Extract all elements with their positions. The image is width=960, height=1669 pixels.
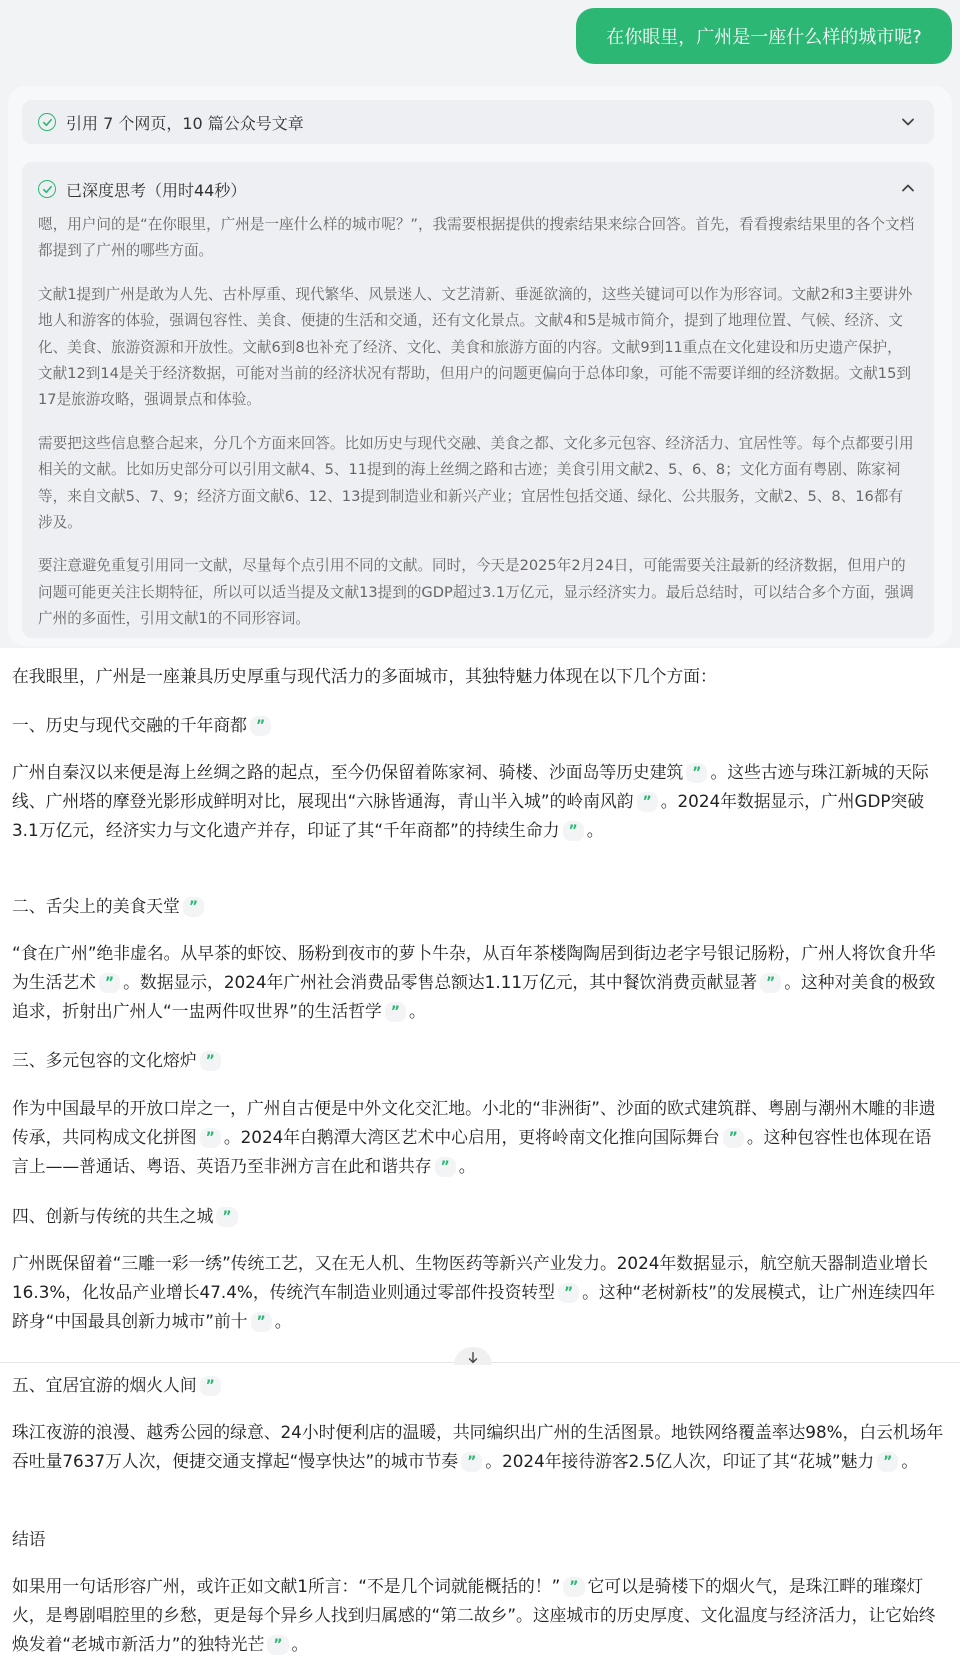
paragraph-text: 。2024年白鹅潭大湾区艺术中心启用，更将岭南文化推向国际舞台 (223, 1127, 720, 1147)
section-title: 五、宜居宜游的烟火人间 (12, 1375, 197, 1395)
paragraph-text: 如果用一句话形容广州，或许正如文献1所言：“不是几个词就能概括的！” (12, 1576, 561, 1596)
citations-label: 引用 7 个网页，10 篇公众号文章 (66, 113, 304, 133)
paragraph-text: 珠江夜游的浪漫、越秀公园的绿意、24小时便利店的温暖，共同编织出广州的生活图景。地铁网络覆盖率达98%，白云机场年吞吐量7637万人次，便捷交通支撑起“慢享快达”的城市节奏 (12, 1422, 944, 1471)
paragraph-text: 。这种包容性也体现在语言上——普通话、粤语、英语乃至非洲方言在此和谐共存 (12, 1127, 932, 1176)
citation-marker[interactable]: ” (435, 1157, 456, 1177)
paragraph-text: 。 (291, 1634, 309, 1654)
paragraph-text: 。 (274, 1311, 292, 1331)
section-title: 二、舌尖上的美食天堂 (12, 896, 180, 916)
citation-marker[interactable]: ” (563, 1577, 584, 1597)
citation-marker[interactable]: ” (250, 716, 271, 736)
paragraph-text: 。这种“老树新枝”的发展模式，让广州连续四年跻身“中国最具创新力城市”前十 (12, 1282, 936, 1331)
paragraph-text: 。 (458, 1156, 476, 1176)
thinking-header[interactable] (38, 174, 916, 204)
paragraph-text: 它可以是骑楼下的烟火气，是珠江畔的璀璨灯火，是粤剧唱腔里的乡愁，更是每个异乡人找到归属感的“第二故乡”。这座城市的历史厚度、文化温度与经济活力，让它始终焕发着“老城市新活力”的独特光芒 (12, 1576, 936, 1654)
section-heading (12, 1202, 241, 1231)
thinking-paragraph: 需要把这些信息整合起来，分几个方面来回答。比如历史与现代交融、美食之都、文化多元包容、经济活力、宜居性等。每个点都要引用相关的文献。比如历史部分可以引用文献4、5、11提到的海上丝绸之路和古迹；美食引用文献2、5、6、8；文化方面有粤剧、陈家祠等，来自文献5、7、9；经济方面文献6、12、13提到制造业和新兴产业；宜居性包括交通、绿化、公共服务，文献2、5、8、16都有涉及。 (38, 434, 914, 532)
arrow-down-icon (466, 1351, 480, 1365)
thinking-paragraph: 文献1提到广州是敢为人先、古朴厚重、现代繁华、风景迷人、文艺清新、垂涎欲滴的，这些关键词可以作为形容词。文献2和3主要讲外地人和游客的体验，强调包容性、美食、便捷的生活和交通，还有文化景点。文献4和5是城市简介，提到了地理位置、气候、经济、文化、美食、旅游资源和开放性。文献6到8也补充了经济、文化、美食和旅游方面的内容。文献9到11重点在文化建设和历史遗产保护，文献12到14是关于经济数据，可能对当前的经济状况有帮助，但用户的问题更偏向于总体印象，可能不需要详细的经济数据。文献15到17是旅游攻略，强调景点和体验。 (38, 285, 913, 409)
citation-marker[interactable]: ” (385, 1002, 406, 1022)
citation-marker[interactable]: ” (216, 1207, 237, 1227)
citation-marker[interactable]: ” (461, 1452, 482, 1472)
paragraph-text: 广州自秦汉以来便是海上丝绸之路的起点，至今仍保留着陈家祠、骑楼、沙面岛等历史建筑 (12, 762, 684, 782)
citation-marker[interactable]: ” (183, 897, 204, 917)
section-heading (12, 711, 274, 740)
section-heading (12, 892, 207, 921)
citation-marker[interactable]: ” (251, 1312, 272, 1332)
thinking-text (38, 212, 916, 633)
section-paragraph (12, 1418, 948, 1476)
chevron-down-icon[interactable] (900, 114, 916, 130)
user-message-bubble (576, 8, 952, 64)
citation-marker[interactable]: ” (99, 973, 120, 993)
answer-intro: 在我眼里，广州是一座兼具历史厚重与现代活力的多面城市，其独特魅力体现在以下几个方面： (12, 666, 717, 686)
section-paragraph (12, 758, 948, 845)
citation-marker[interactable]: ” (723, 1128, 744, 1148)
paragraph-text: 。这些古迹与珠江新城的天际线、广州塔的摩登光影形成鲜明对比，展现出“六脉皆通海，青山半入城”的岭南风韵 (12, 762, 929, 811)
citation-marker[interactable]: ” (200, 1128, 221, 1148)
chevron-up-icon[interactable] (900, 180, 916, 196)
section-paragraph (12, 939, 948, 1026)
paragraph-text: 。数据显示，2024年广州社会消费品零售总额达1.11万亿元，其中餐饮消费贡献显著 (123, 972, 757, 992)
thinking-panel (22, 162, 934, 638)
paragraph-text: 广州既保留着“三雕一彩一绣”传统工艺，又在无人机、生物医药等新兴产业发力。2024年数据显示，航空航天器制造业增长16.3%，化妆品产业增长47.4%，传统汽车制造业则通过零部件投资转型 (12, 1253, 928, 1302)
paragraph-text: 。2024年数据显示，广州GDP突破3.1万亿元，经济实力与文化遗产并存，印证了其“千年商都”的持续生命力 (12, 791, 925, 840)
scroll-down-button[interactable] (454, 1347, 492, 1365)
thinking-paragraph: 要注意避免重复引用同一文献，尽量每个点引用不同的文献。同时，今天是2025年2月24日，可能需要关注最新的经济数据，但用户的问题可能更关注长期特征，所以可以适当提及文献13提到的GDP超过3.1万亿元，显示经济实力。最后总结时，可以结合多个方面，强调广州的多面性，引用文献1的不同形容词。 (38, 557, 914, 628)
paragraph-text: 。 (586, 820, 604, 840)
citations-toggle[interactable] (22, 100, 934, 144)
check-circle-icon (38, 113, 56, 131)
section-title: 一、历史与现代交融的千年商都 (12, 715, 247, 735)
check-circle-icon (38, 180, 56, 198)
user-message-text: 在你眼里，广州是一座什么样的城市呢? (606, 27, 922, 48)
section-title: 三、多元包容的文化熔炉 (12, 1050, 197, 1070)
paragraph-text: 作为中国最早的开放口岸之一，广州自古便是中外文化交汇地。小北的“非洲街”、沙面的欧式建筑群、粤剧与潮州木雕的非遗传承，共同构成文化拼图 (12, 1098, 936, 1147)
thinking-label: 已深度思考（用时44秒） (66, 180, 247, 200)
paragraph-text: 。这种对美食的极致追求，折射出广州人“一盅两件叹世界”的生活哲学 (12, 972, 936, 1021)
citation-marker[interactable]: ” (686, 763, 707, 783)
section-heading (12, 1046, 224, 1075)
section-heading (12, 1371, 224, 1400)
section-title: 四、创新与传统的共生之城 (12, 1206, 214, 1226)
citation-marker[interactable]: ” (558, 1283, 579, 1303)
paragraph-text: “食在广州”绝非虚名。从早茶的虾饺、肠粉到夜市的萝卜牛杂，从百年茶楼陶陶居到街边老字号银记肠粉，广州人将饮食升华为生活艺术 (12, 943, 936, 992)
thinking-paragraph: 嗯，用户问的是“在你眼里，广州是一座什么样的城市呢？”，我需要根据提供的搜索结果来综合回答。首先，看看搜索结果里的各个文档都提到了广州的哪些方面。 (38, 216, 915, 260)
paragraph-text: 。 (409, 1001, 426, 1021)
citation-marker[interactable]: ” (637, 792, 658, 812)
citation-marker[interactable]: ” (563, 821, 584, 841)
citation-marker[interactable]: ” (200, 1376, 221, 1396)
section-paragraph (12, 1249, 948, 1336)
citation-marker[interactable]: ” (267, 1635, 288, 1655)
section-paragraph (12, 1094, 948, 1181)
citation-marker[interactable]: ” (760, 973, 781, 993)
conclusion-heading: 结语 (12, 1529, 46, 1549)
paragraph-text: 。 (901, 1451, 919, 1471)
citation-marker[interactable]: ” (877, 1452, 898, 1472)
citation-marker[interactable]: ” (200, 1051, 221, 1071)
conclusion-paragraph (12, 1572, 948, 1659)
paragraph-text: 。2024年接待游客2.5亿人次，印证了其“花城”魅力 (485, 1451, 875, 1471)
